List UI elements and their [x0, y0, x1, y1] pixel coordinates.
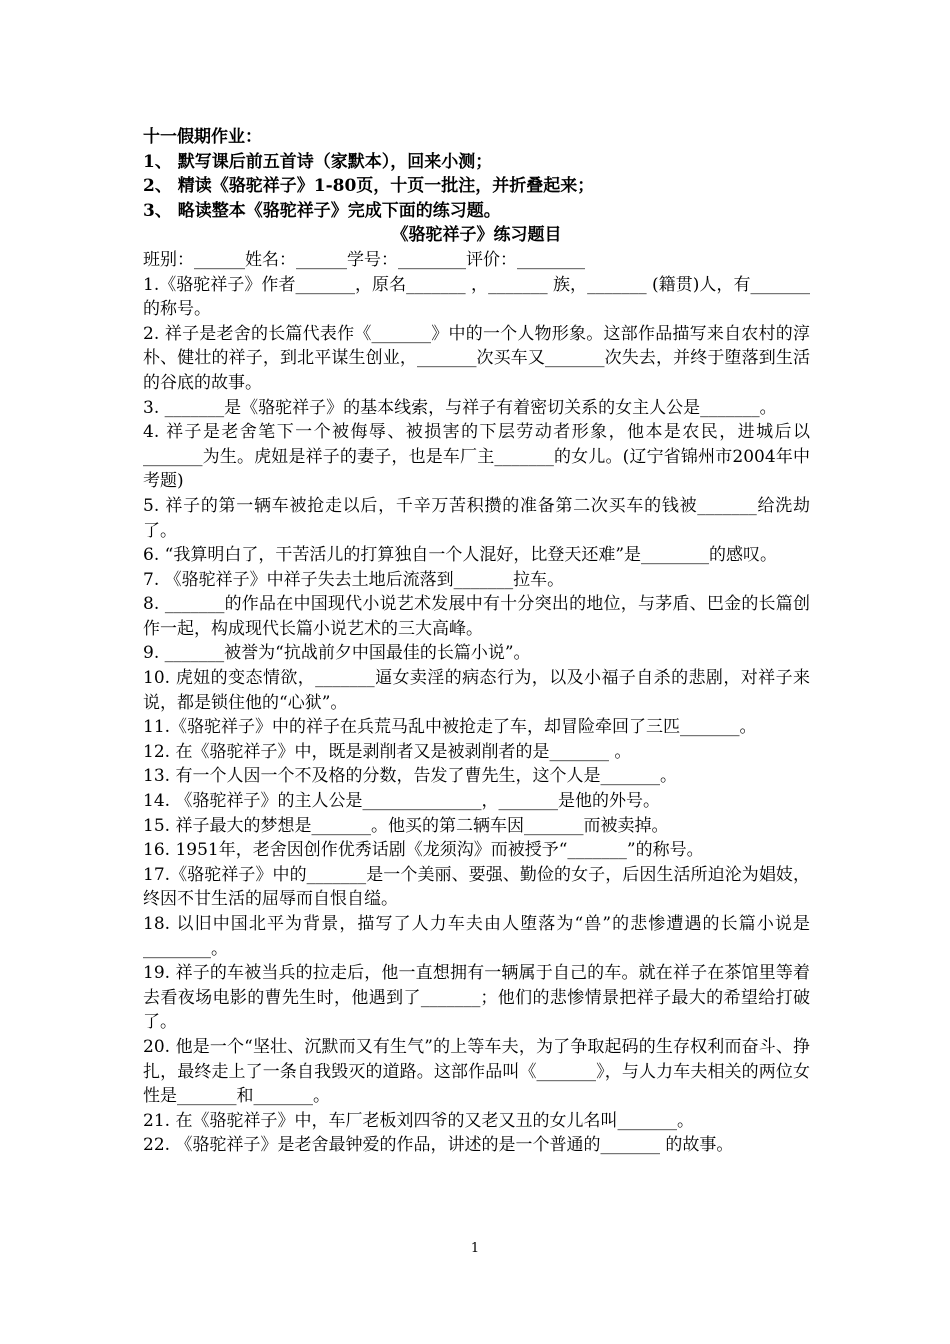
question-20: 20. 他是一个“坚壮、沉默而又有生气”的上等车夫，为了争取起码的生存权利而奋斗、挣扎，最终走上了一条自我毁灭的道路。这部作品叫《_______》，与人力车夫相关的两位女性是_______和_______。: [143, 1036, 810, 1107]
question-21: 21. 在《骆驼祥子》中，车厂老板刘四爷的又老又丑的女儿名叫_______。: [143, 1110, 694, 1131]
homework-item: 1、 默写课后前五首诗（家默本），回来小测；: [143, 151, 493, 172]
question-4: 4. 祥子是老舍笔下一个被侮辱、被损害的下层劳动者形象，他本是农民，进城后以_______为生。虎妞是祥子的妻子，也是车厂主_______的女儿。(辽宁省锦州市2004年中考题): [143, 422, 810, 492]
question-12: 12. 在《骆驼祥子》中，既是剥削者又是被剥削者的是_______ 。: [143, 741, 632, 762]
question-18: 18. 以旧中国北平为背景，描写了人力车夫由人堕落为“兽”的悲惨遭遇的长篇小说是________。: [143, 914, 810, 959]
question-2: 2. 祥子是老舍的长篇代表作《_______》中的一个人物形象。这部作品描写来自农村的淳朴、健壮的祥子，到北平谋生创业，_______次买车又_______次失去，并终于堕落到生活的谷底的故事。: [143, 323, 810, 393]
question-10: 10. 虎妞的变态情欲，_______逼女卖淫的病态行为，以及小福子自杀的悲剧，对祥子来说，都是锁住他的“心狱”。: [143, 668, 810, 713]
page-number: 1: [470, 1241, 480, 1256]
question-7: 7. 《骆驼祥子》中祥子失去土地后流落到_______拉车。: [143, 569, 565, 590]
question-1: 1.《骆驼祥子》作者_______，原名_______ ，_______ 族，_______ (籍贯)人，有_______的称号。: [143, 274, 810, 320]
student-info-line: 班别：______姓名：______学号：________评价：________: [143, 249, 585, 270]
question-22: 22. 《骆驼祥子》是老舍最钟爱的作品，讲述的是一个普通的_______ 的故事。: [143, 1135, 734, 1156]
homework-item: 2、 精读《骆驼祥子》1-80页，十页一批注，并折叠起来；: [143, 176, 595, 197]
exercise-title: 《骆驼祥子》练习题目: [391, 225, 562, 246]
question-6: 6. “我算明白了，干苦活儿的打算独自一个人混好，比登天还难”是________的感叹。: [143, 545, 778, 566]
question-16: 16. 1951年，老舍因创作优秀话剧《龙须沟》而被授予“_______”的称号。: [143, 840, 704, 861]
question-15: 15. 祥子最大的梦想是_______。他买的第二辆车因_______而被卖掉。: [143, 815, 669, 836]
question-19: 19. 祥子的车被当兵的拉走后，他一直想拥有一辆属于自己的车。就在祥子在茶馆里等着去看夜场电影的曹先生时，他遇到了_______；他们的悲惨情景把祥子最大的希望给打破了。: [143, 963, 810, 1033]
page-content: [143, 125, 810, 1158]
question-5: 5. 祥子的第一辆车被抢走以后，千辛万苦积攒的准备第二次买车的钱被_______给洗劫了。: [143, 495, 810, 541]
homework-item: 3、 略读整本《骆驼祥子》完成下面的练习题。: [143, 200, 501, 221]
homework-heading: 十一假期作业：: [143, 127, 262, 147]
question-8: 8. _______的作品在中国现代小说艺术发展中有十分突出的地位，与茅盾、巴金的长篇创作一起，构成现代长篇小说艺术的三大高峰。: [143, 594, 810, 639]
question-11: 11.《骆驼祥子》中的祥子在兵荒马乱中被抢走了车，却冒险牵回了三匹_______。: [143, 717, 757, 738]
question-3: 3. _______是《骆驼祥子》的基本线索，与祥子有着密切关系的女主人公是_______。: [143, 397, 777, 418]
question-14: 14. 《骆驼祥子》的主人公是______________，_______是他的外号。: [143, 791, 660, 812]
question-17: 17.《骆驼祥子》中的_______是一个美丽、要强、勤俭的女子，后因生活所迫沦为娼妓，终因不甘生活的屈辱而自恨自缢。: [143, 864, 810, 910]
question-9: 9. _______被誉为“抗战前夕中国最佳的长篇小说”。: [143, 643, 531, 664]
question-13: 13. 有一个人因一个不及格的分数，告发了曹先生，这个人是_______。: [143, 766, 677, 787]
